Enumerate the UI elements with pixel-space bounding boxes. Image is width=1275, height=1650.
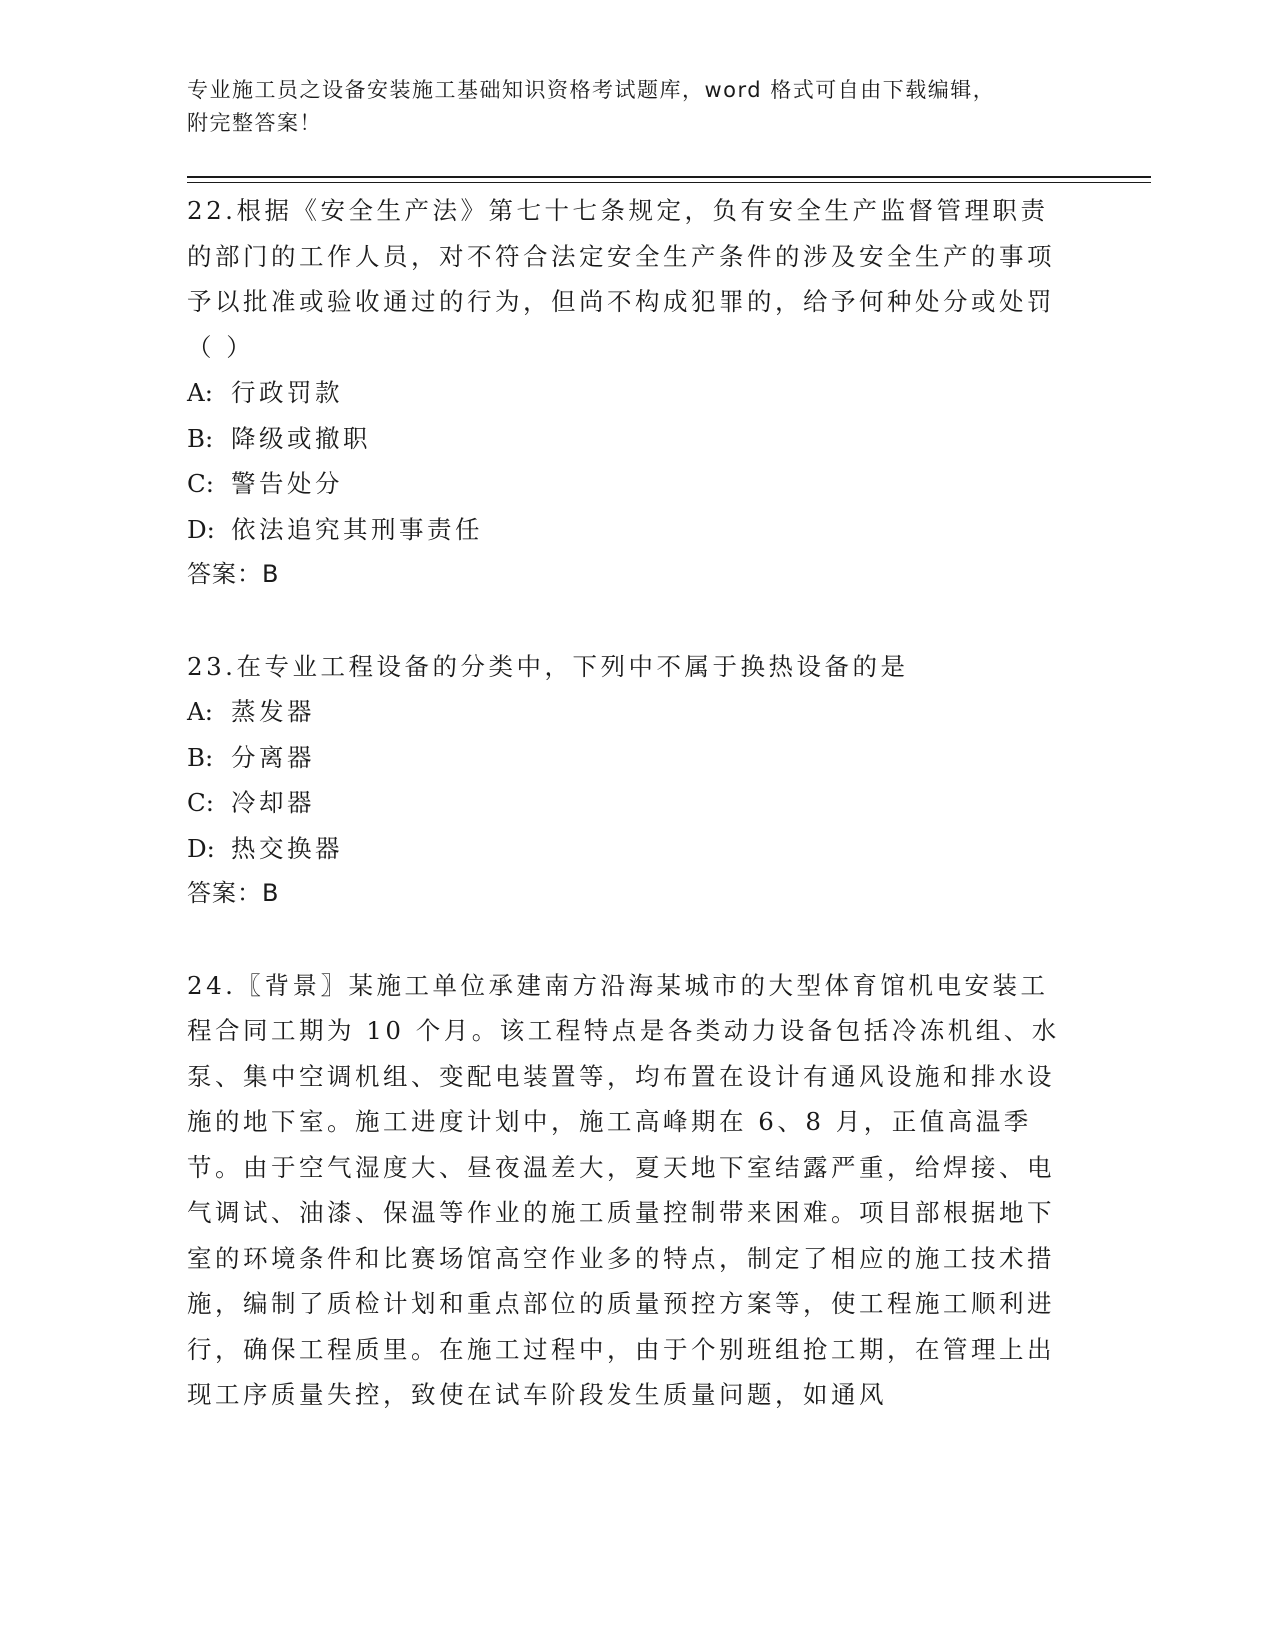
header-divider-thick [187,176,1151,178]
answer: 答案：B [187,560,280,588]
option-key: A: [187,697,213,726]
option-a [187,689,1067,735]
option-key: B: [187,742,214,772]
question-list [187,188,1067,1418]
option-c [187,461,1067,507]
question-22 [187,188,1067,598]
option-text: 冷却器 [231,788,315,817]
option-text: 热交换器 [231,833,343,863]
option-text: 分离器 [231,742,315,772]
question-stem: 22.根据《安全生产法》第七十七条规定，负有安全生产监督管理职责的部门的工作人员，对不符合法定安全生产条件的涉及安全生产的事项予以批准或验收通过的行为，但尚不构成犯罪的，给予何种处分或处罚（ ） [187,196,1055,362]
question-stem: 24.〖背景〗某施工单位承建南方沿海某城市的大型体育馆机电安装工程合同工期为 10 个月。该工程特点是各类动力设备包括冷冻机组、水泵、集中空调机组、变配电装置等，均布置在设计有通风设施和排水设施的地下室。施工进度计划中，施工高峰期在 6、8 月，正值高温季节。由于空气湿度大、昼夜温差大，夏天地下室结露严重，给焊接、电气调试、油漆、保温等作业的施工质量控制带来困难。项目部根据地下室的环境条件和比赛场馆高空作业多的特点，制定了相应的施工技术措施，编制了质检计划和重点部位的质量预控方案等，使工程施工顺利进行，确保工程质里。在施工过程中，由于个别班组抢工期，在管理上出现工序质量失控，致使在试车阶段发生质量问题，如通风 [187,970,1060,1409]
option-key: D: [187,514,215,544]
header-line-2: 附完整答案！ [187,111,322,135]
header-divider-thin [187,182,1151,183]
option-b [187,416,1067,462]
option-d [187,826,1067,872]
option-a [187,370,1067,416]
page-header [187,74,1067,140]
option-text: 降级或撤职 [231,423,371,453]
answer: 答案：B [187,879,280,907]
option-b [187,735,1067,781]
option-key: D: [187,833,215,863]
option-text: 行政罚款 [231,378,343,407]
question-24 [187,963,1067,1418]
option-key: C: [187,788,215,817]
option-key: B: [187,423,214,453]
option-d [187,507,1067,553]
option-key: C: [187,469,215,498]
question-stem: 23.在专业工程设备的分类中，下列中不属于换热设备的是 [187,651,909,681]
option-text: 依法追究其刑事责任 [231,514,483,544]
option-c [187,780,1067,826]
option-text: 警告处分 [231,469,343,498]
option-key: A: [187,378,213,407]
question-23 [187,644,1067,917]
option-text: 蒸发器 [231,697,315,726]
header-line-1: 专业施工员之设备安装施工基础知识资格考试题库，word 格式可自由下载编辑， [187,78,996,102]
